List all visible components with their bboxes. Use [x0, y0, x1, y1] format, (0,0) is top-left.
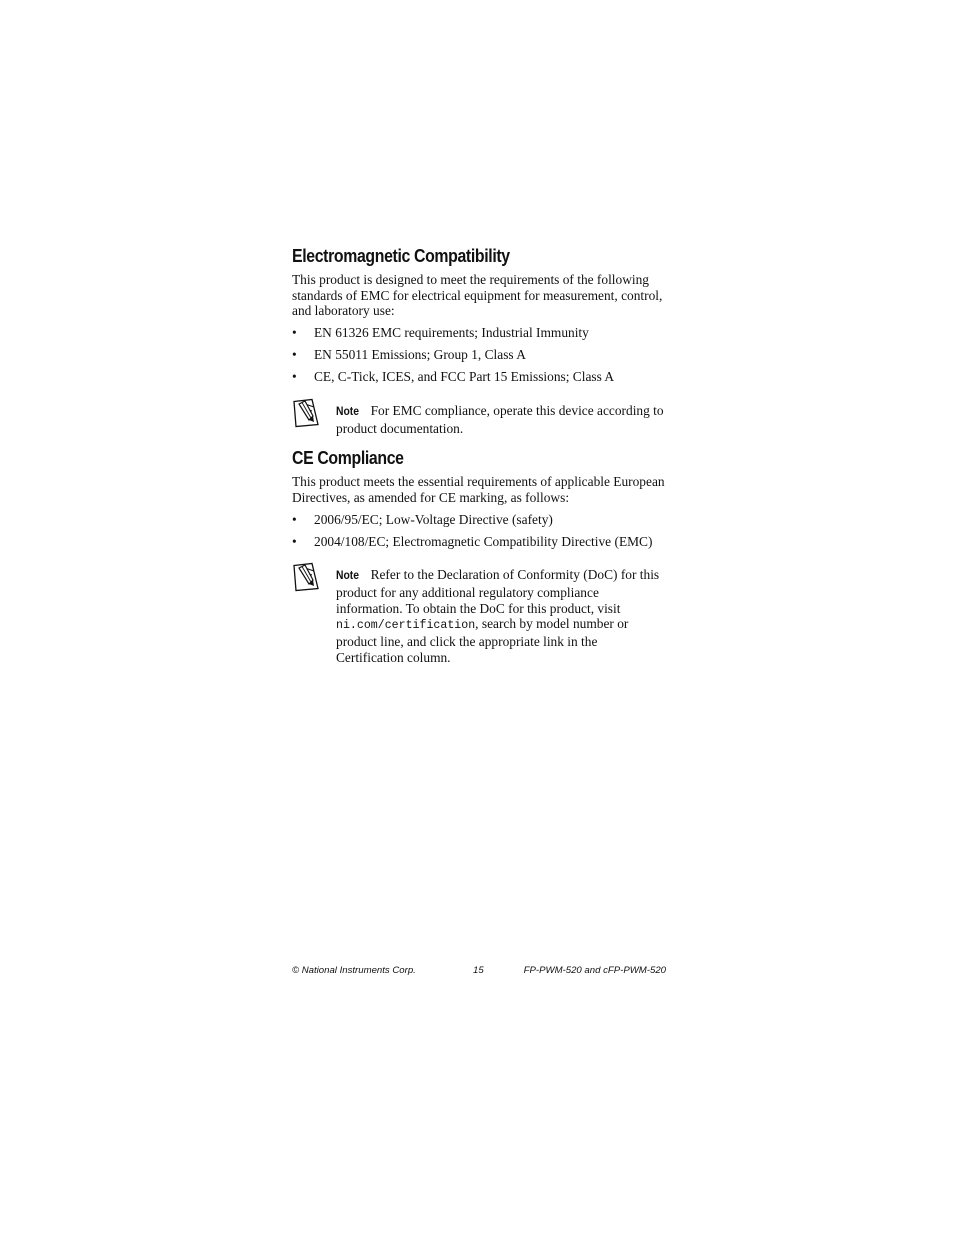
list-item: • EN 55011 Emissions; Group 1, Class A — [292, 347, 526, 363]
emc-standards-list — [292, 325, 667, 385]
ce-intro: This product meets the essential requirements of applicable European Directives, as amended for CE marking, as follows: — [292, 474, 665, 505]
list-item: • 2004/108/EC; Electromagnetic Compatibility Directive (EMC) — [292, 533, 653, 549]
page-number: 15 — [473, 965, 484, 976]
page-footer — [292, 965, 666, 979]
ce-heading: CE Compliance — [292, 448, 404, 469]
certification-link[interactable]: ni.com/certification — [336, 619, 476, 633]
bullet: • — [292, 347, 297, 363]
note-pencil-icon — [292, 562, 320, 592]
list-item: • 2006/95/EC; Low-Voltage Directive (safety) — [292, 511, 553, 527]
emc-note — [292, 403, 667, 436]
note-text: Refer to the Declaration of Conformity (DoC) for this product for any additional regulatory compliance information. To obtain the DoC for this product, visit — [336, 567, 660, 616]
note-text: For EMC compliance, operate this device according to product documentation. — [336, 402, 664, 436]
note-text-after: , search by model number or product line, and click the appropriate link in the Certification column. — [336, 616, 629, 665]
ce-directives-list — [292, 512, 667, 550]
footer-copyright: © National Instruments Corp. — [292, 965, 416, 976]
note-label: Note — [336, 405, 360, 418]
ce-section — [292, 448, 667, 665]
bullet: • — [292, 511, 297, 527]
footer-product-name: FP-PWM-520 and cFP-PWM-520 — [523, 965, 666, 976]
emc-heading: Electromagnetic Compatibility — [292, 246, 510, 266]
emc-section — [292, 246, 667, 436]
list-item: • EN 61326 EMC requirements; Industrial Immunity — [292, 325, 589, 341]
note-label: Note — [336, 570, 360, 583]
ce-note — [292, 567, 667, 665]
bullet: • — [292, 325, 297, 341]
bullet: • — [292, 533, 297, 549]
emc-intro: This product is designed to meet the requirements of the following standards of EMC for electrical equipment for measurement, control, and laboratory use: — [292, 272, 663, 319]
note-pencil-icon — [292, 398, 320, 428]
list-item: • CE, C-Tick, ICES, and FCC Part 15 Emissions; Class A — [292, 369, 615, 385]
bullet: • — [292, 369, 297, 385]
page-content — [292, 246, 667, 666]
